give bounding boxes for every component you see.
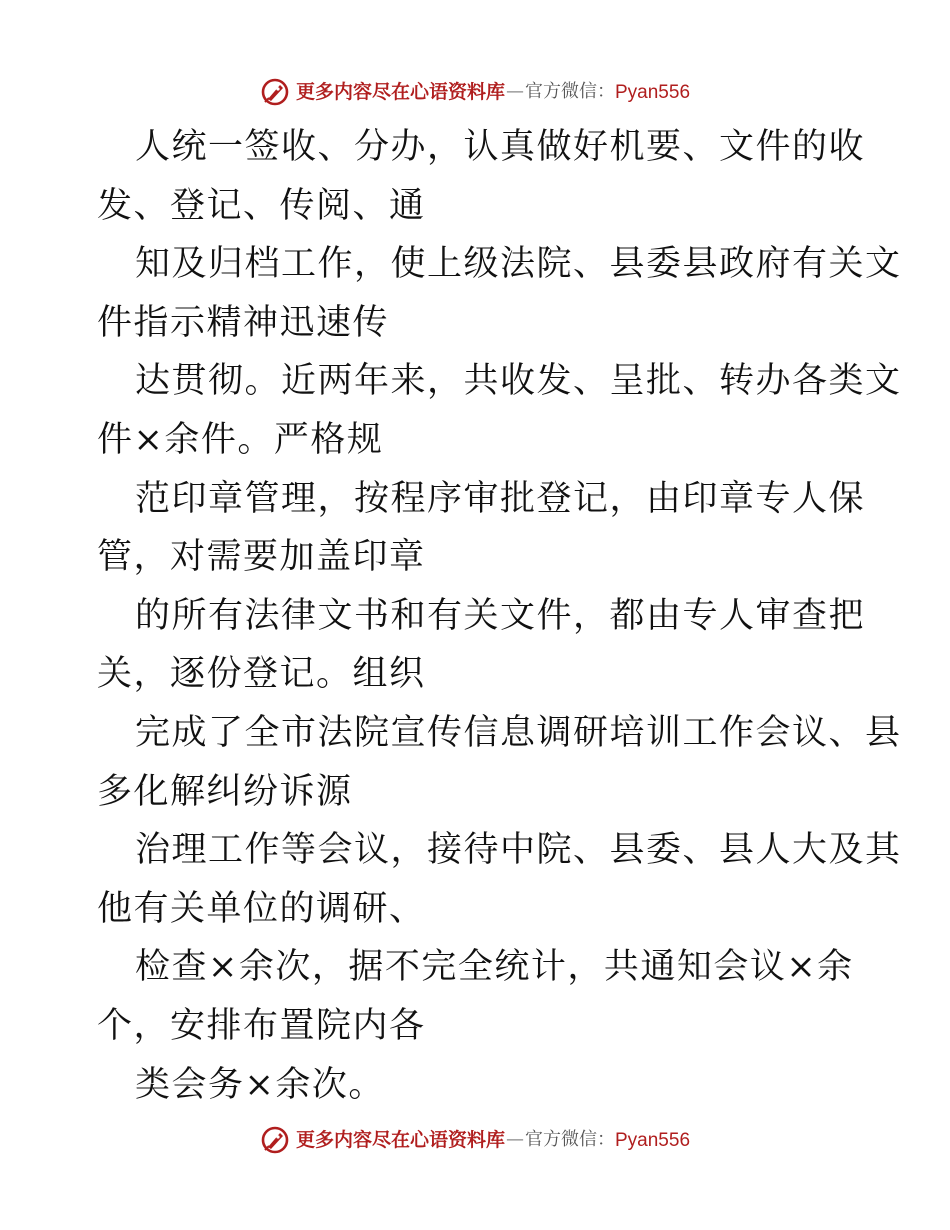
text-line: 件指示精神迅速传	[97, 302, 390, 343]
footer-text	[295, 1128, 691, 1151]
text-line: 检查×余次，据不完全统计，共通知会议×余	[135, 947, 854, 988]
text-line: 治理工作等会议，接待中院、县委、县人大及其	[135, 830, 902, 871]
text-line: 的所有法律文书和有关文件，都由专人审查把	[135, 595, 866, 636]
text-line: 人统一签收、分办，认真做好机要、文件的收	[135, 127, 866, 167]
contact-label: 官方微信：	[525, 1129, 615, 1150]
header-banner	[0, 72, 950, 112]
header-text	[295, 80, 691, 103]
contact-label: 官方微信：	[525, 81, 615, 102]
pen-nib-circle-icon	[260, 77, 290, 107]
text-line: 完成了全市法院宣传信息调研培训工作会议、县	[135, 712, 902, 753]
text-line: 发、登记、传阅、通	[97, 185, 426, 226]
separator-dash: —	[506, 81, 524, 102]
text-line: 个，安排布置院内各	[97, 1005, 426, 1046]
text-line: 多化解纠纷诉源	[97, 771, 353, 812]
text-line: 知及归档工作，使上级法院、县委县政府有关文	[135, 244, 902, 285]
wechat-handle: Pyan556	[615, 1129, 691, 1151]
text-line: 达贯彻。近两年来，共收发、呈批、转办各类文	[135, 361, 902, 402]
wechat-handle: Pyan556	[615, 81, 691, 103]
text-line: 管，对需要加盖印章	[97, 537, 426, 578]
separator-dash: —	[506, 1129, 524, 1150]
pen-nib-circle-icon	[260, 1125, 290, 1155]
text-line: 范印章管理，按程序审批登记，由印章专人保	[135, 478, 866, 519]
text-line: 件×余件。严格规	[97, 419, 384, 460]
document-body	[97, 118, 902, 1114]
text-line: 他有关单位的调研、	[97, 888, 426, 929]
footer-banner	[0, 1120, 950, 1160]
brand-text: 更多内容尽在心语资料库	[295, 80, 505, 103]
brand-text: 更多内容尽在心语资料库	[295, 1128, 505, 1151]
text-line: 类会务×余次。	[135, 1064, 385, 1105]
text-line: 关，逐份登记。组织	[97, 654, 426, 695]
